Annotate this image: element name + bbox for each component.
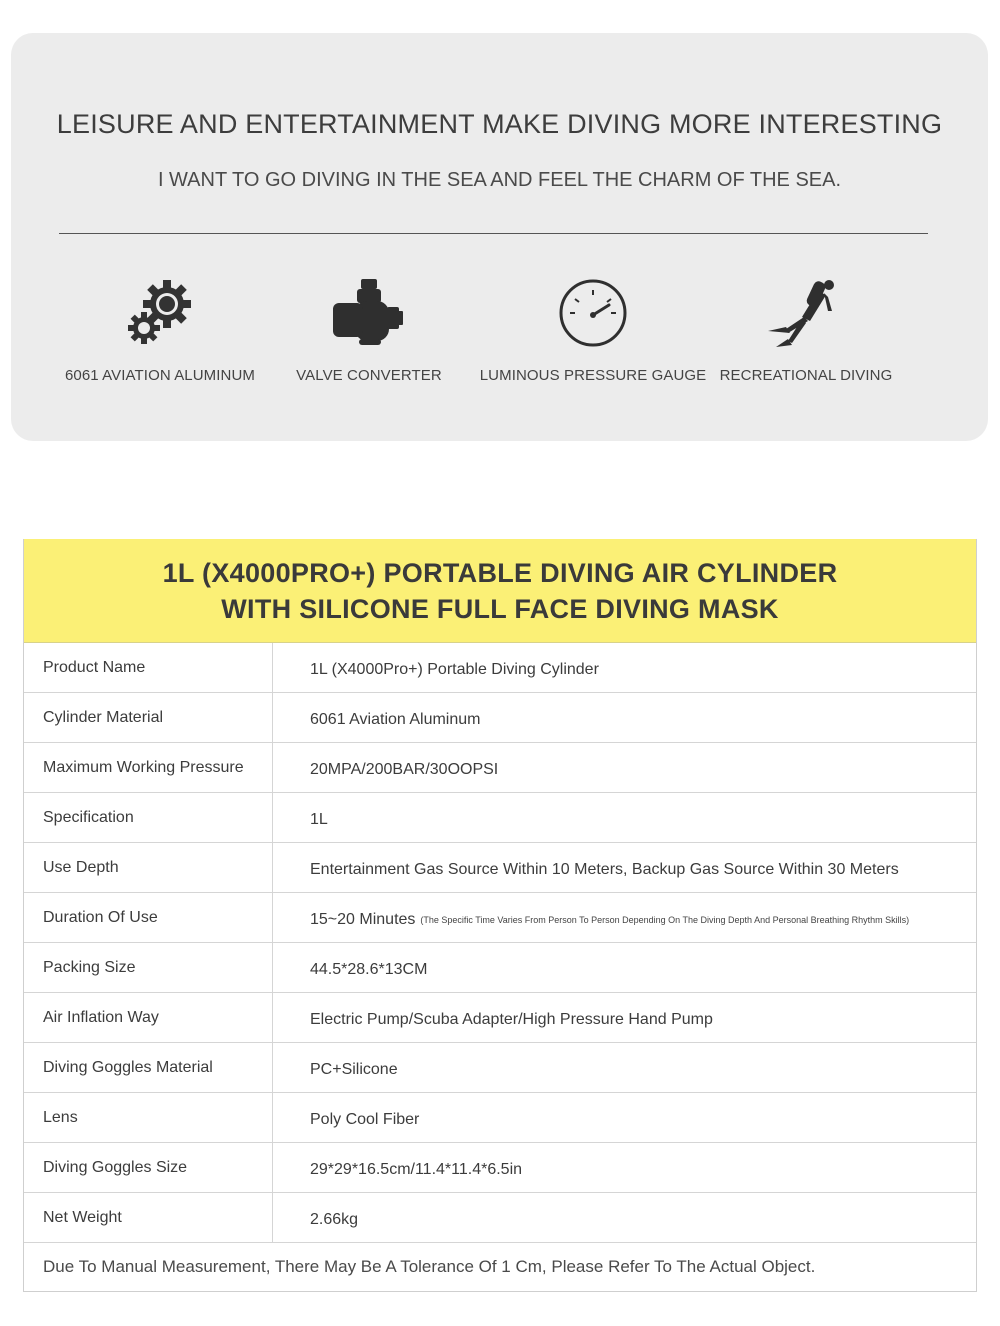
duration-note: (The Specific Time Varies From Person To Person Depending On The Diving Depth And Personal Breathing Rhythm Skills) (420, 915, 910, 925)
table-row (24, 743, 976, 793)
row-value: 6061 Aviation Aluminum (310, 711, 481, 728)
table-row (24, 1093, 976, 1143)
feature-label: 6061 AVIATION ALUMINUM (64, 367, 256, 384)
table-row (24, 643, 976, 693)
row-key: Product Name (24, 643, 273, 692)
feature-label: LUMINOUS PRESSURE GAUGE (479, 367, 707, 384)
divider (59, 233, 928, 234)
feature-diving (686, 277, 926, 384)
row-value: PC+Silicone (310, 1061, 398, 1078)
row-key: Cylinder Material (24, 693, 273, 742)
row-value: 2.66kg (310, 1211, 359, 1228)
feature-label: VALVE CONVERTER (296, 367, 442, 384)
measurement-footnote: Due To Manual Measurement, There May Be A Tolerance Of 1 Cm, Please Refer To The Actual Object. (43, 1257, 816, 1276)
spec-table (23, 539, 977, 1292)
row-value: Entertainment Gas Source Within 10 Meters, Backup Gas Source Within 30 Meters (310, 861, 899, 878)
valve-icon (249, 277, 489, 349)
table-row (24, 1143, 976, 1193)
table-row (24, 943, 976, 993)
row-key: Duration Of Use (24, 893, 273, 942)
row-value: 44.5*28.6*13CM (310, 961, 428, 978)
row-key: Lens (24, 1093, 273, 1142)
feature-subline: I WANT TO GO DIVING IN THE SEA AND FEEL THE CHARM OF THE SEA. (157, 169, 842, 191)
feature-label: RECREATIONAL DIVING (719, 367, 893, 384)
row-value: Poly Cool Fiber (310, 1111, 420, 1128)
row-key: Diving Goggles Size (24, 1143, 273, 1192)
row-value: 1L (X4000Pro+) Portable Diving Cylinder (310, 661, 599, 678)
table-row (24, 993, 976, 1043)
feature-aluminum (40, 277, 280, 384)
spec-title-line-1: 1L (X4000PRO+) PORTABLE DIVING AIR CYLINDER (162, 557, 838, 588)
row-value: 29*29*16.5cm/11.4*11.4*6.5in (310, 1161, 523, 1178)
duration-value: 15~20 Minutes (310, 911, 416, 928)
row-key: Use Depth (24, 843, 273, 892)
gears-icon (40, 277, 280, 349)
feature-valve (249, 277, 489, 384)
row-key: Air Inflation Way (24, 993, 273, 1042)
spec-table-title (24, 539, 976, 643)
row-key: Diving Goggles Material (24, 1043, 273, 1092)
row-key: Net Weight (24, 1193, 273, 1242)
row-key: Maximum Working Pressure (24, 743, 273, 792)
table-row (24, 843, 976, 893)
table-row (24, 693, 976, 743)
row-key: Specification (24, 793, 273, 842)
pressure-gauge-icon (473, 277, 713, 349)
table-row (24, 793, 976, 843)
row-value: Electric Pump/Scuba Adapter/High Pressure Hand Pump (310, 1011, 713, 1028)
row-value (273, 893, 976, 942)
row-value: 20MPA/200BAR/30OOPSI (310, 761, 499, 778)
table-row (24, 1193, 976, 1243)
row-value: 1L (310, 811, 328, 828)
table-row (24, 1043, 976, 1093)
table-row (24, 893, 976, 943)
spec-title-line-2: WITH SILICONE FULL FACE DIVING MASK (221, 593, 779, 624)
diver-icon (686, 277, 926, 349)
feature-gauge (473, 277, 713, 384)
feature-headline: LEISURE AND ENTERTAINMENT MAKE DIVING MORE INTERESTING (56, 109, 943, 139)
feature-card (11, 33, 988, 441)
row-key: Packing Size (24, 943, 273, 992)
